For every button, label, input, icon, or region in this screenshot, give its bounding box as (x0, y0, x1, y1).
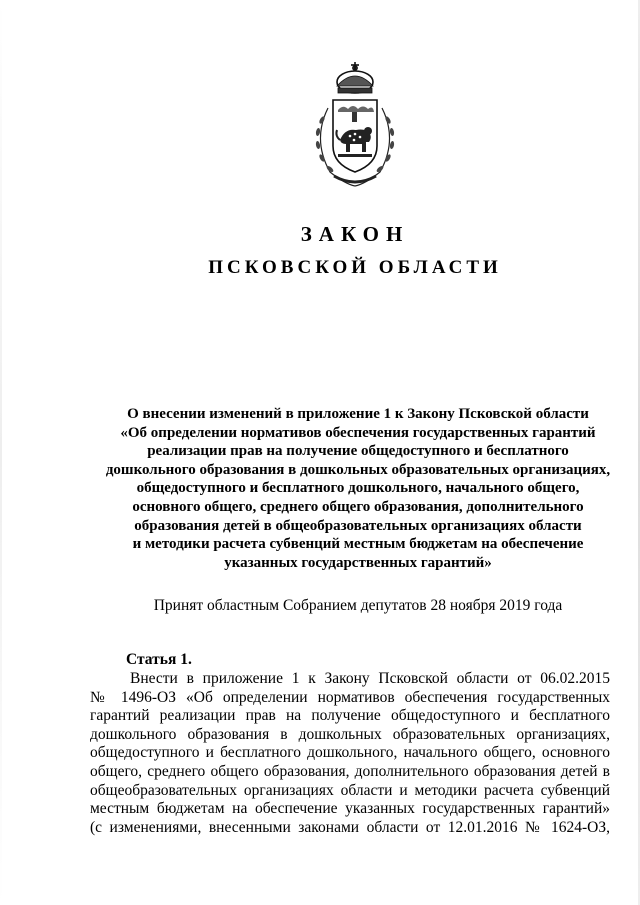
pskov-coat-of-arms-icon (300, 60, 410, 190)
heading-line: дошкольного образования в дошкольных образовательных организациях, (105, 461, 611, 478)
heading-line: и методики расчета субвенций местным бюджетам на обеспечение (132, 536, 584, 553)
adoption-note: Принят областным Собранием депутатов 28 ноября 2019 года (153, 597, 563, 614)
page-title: ЗАКОН (300, 222, 410, 246)
article-line: (с изменениями, внесенными законами области от 12.01.2016 № 1624-ОЗ, (90, 818, 610, 836)
page-edge-left (0, 0, 2, 905)
article-line: общеобразовательных организациях области и методики расчета субвенций (90, 781, 610, 799)
heading-line: О внесении изменений в приложение 1 к Закону Псковской области (127, 406, 589, 422)
article-line: гарантий реализации прав на получение общедоступного и бесплатного (90, 707, 610, 725)
article-line: общедоступного и бесплатного дошкольного, начального общего, основного (90, 744, 610, 762)
article-line: местным бюджетам на обеспечение указанных государственных гарантий» (90, 800, 610, 818)
article-line: Внести в приложение 1 к Закону Псковской области от 06.02.2015 (130, 670, 610, 687)
article-title: Статья 1. (126, 651, 192, 668)
heading-line: общедоступного и бесплатного дошкольного, начального общего, (136, 480, 580, 497)
heading-line: указанных государственных гарантий» (224, 554, 492, 571)
heading-line: образования детей в общеобразовательных организациях области (134, 517, 582, 534)
page-subtitle: ПСКОВСКОЙ ОБЛАСТИ (208, 257, 502, 278)
heading-line: реализации прав на получение общедоступного и бесплатного (147, 443, 569, 460)
heading-line: основного общего, среднего общего образования, дополнительного (132, 498, 584, 515)
article-line: общего, среднего общего образования, дополнительного образования детей в (90, 762, 610, 780)
law-heading (88, 405, 628, 572)
heading-line: «Об определении нормативов обеспечения государственных гарантий (120, 424, 596, 441)
article-line: дошкольного образования в дошкольных образовательных организациях, (90, 725, 610, 743)
article-line: № 1496-ОЗ «Об определении нормативов обеспечения государственных (90, 688, 610, 706)
article-body (90, 670, 610, 837)
